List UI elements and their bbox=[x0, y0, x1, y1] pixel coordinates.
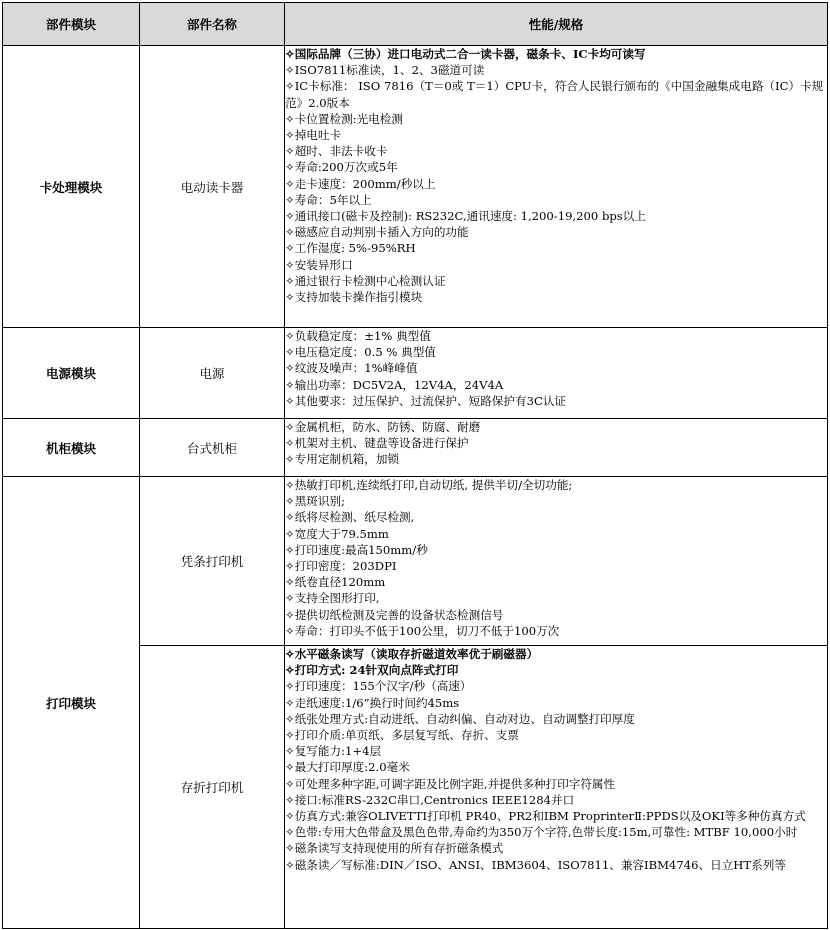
spec-item: ✧可处理多种字距,可调字距及比例字距,并提供多种打印字符属性 bbox=[285, 776, 616, 791]
spec-item: ✧通过银行卡检测中心检测认证 bbox=[285, 273, 446, 288]
spec-item: ✧安装异形口 bbox=[285, 257, 353, 272]
spec-item: ✧输出功率：DC5V2A，12V4A，24V4A bbox=[285, 377, 504, 392]
module-cell: 电源模块 bbox=[3, 328, 140, 419]
header-name: 部件名称 bbox=[140, 3, 285, 46]
spec-item: ✧掉电吐卡 bbox=[285, 128, 342, 143]
spec-item: ✧黑斑识别; bbox=[285, 494, 345, 509]
spec-cell bbox=[285, 419, 828, 477]
spec-item: ✧纸卷直径120mm bbox=[285, 575, 386, 590]
spec-item: ✧卡位置检测:光电检测 bbox=[285, 111, 403, 126]
spec-item: ✧金属机柜，防水、防锈、防腐、耐磨 bbox=[285, 420, 481, 434]
spec-item: ✧超时、非法卡收卡 bbox=[285, 144, 388, 159]
spec-item: ✧打印速度:最高150mm/秒 bbox=[285, 542, 428, 557]
header-spec: 性能/规格 bbox=[285, 3, 828, 46]
spec-item: ✧纸张处理方式:自动进纸、自动纠偏、自动对边、自动调整打印厚度 bbox=[285, 711, 635, 726]
component-name-cell: 电动读卡器 bbox=[140, 46, 285, 328]
spec-item: ✧支持加装卡操作指引模块 bbox=[285, 290, 423, 305]
spec-item: ✧走纸速度:1/6”换行时间约45ms bbox=[285, 695, 460, 710]
module-cell: 机柜模块 bbox=[3, 419, 140, 477]
spec-table bbox=[2, 2, 828, 929]
spec-item: ✧机架对主机、键盘等设备进行保护 bbox=[285, 436, 469, 451]
spec-item: ✧磁条读／写标准:DIN／ISO、ANSI、IBM3604、ISO7811、兼容IBM4746、日立HT系列等 bbox=[285, 857, 786, 872]
spec-item: ✧寿命：打印头不低于100公里，切刀不低于100万次 bbox=[285, 623, 560, 638]
spec-item: ✧提供切纸检测及完善的设备状态检测信号 bbox=[285, 607, 504, 622]
component-name-cell: 存折打印机 bbox=[140, 646, 285, 929]
table-row bbox=[3, 328, 828, 419]
table-row bbox=[3, 419, 828, 477]
spec-item: ✧磁条读写支持现使用的所有存折磁条模式 bbox=[285, 841, 504, 856]
spec-item: ✧仿真方式:兼容OLIVETTI打印机 PR40、PR2和IBM ProprinterⅡ:PPDS以及OKI等多种仿真方式 bbox=[285, 809, 806, 824]
spec-item: ✧色带:专用大色带盒及黑色色带,寿命约为350万个字符,色带长度:15m,可靠性: MTBF 10,000小时 bbox=[285, 825, 798, 840]
spec-item: ✧通讯接口(磁卡及控制): RS232C,通讯速度: 1,200-19,200 bps以上 bbox=[285, 209, 646, 224]
spec-item: ✧走卡速度：200mm/秒以上 bbox=[285, 176, 436, 191]
spec-item: ✧宽度大于79.5mm bbox=[285, 526, 389, 541]
table-row bbox=[3, 46, 828, 328]
spec-item: ✧寿命：5年以上 bbox=[285, 192, 372, 207]
spec-item: ✧复写能力:1+4层 bbox=[285, 744, 382, 759]
header-row bbox=[3, 3, 828, 46]
header-module: 部件模块 bbox=[3, 3, 140, 46]
spec-item: ✧其他要求：过压保护、过流保护、短路保护有3C认证 bbox=[285, 393, 567, 408]
component-name-cell: 电源 bbox=[140, 328, 285, 419]
table-row bbox=[3, 477, 828, 646]
spec-cell bbox=[285, 46, 828, 328]
spec-item: ✧负载稳定度：±1% 典型值 bbox=[285, 329, 431, 343]
spec-item: ✧打印密度：203DPI bbox=[285, 559, 397, 574]
spec-item: ✧国际品牌（三协）进口电动式二合一读卡器，磁条卡、IC卡均可读写 bbox=[285, 47, 646, 61]
spec-item: ✧专用定制机箱，加锁 bbox=[285, 452, 400, 467]
spec-item: ✧寿命:200万次或5年 bbox=[285, 160, 398, 175]
spec-item: ✧最大打印厚度:2.0毫米 bbox=[285, 760, 410, 775]
spec-item: ✧IC卡标准： ISO 7816（T＝0或 T＝1）CPU卡，符合人民银行颁布的《中国金融集成电路（IC）卡规范》2.0版本 bbox=[285, 79, 824, 110]
spec-item: ✧电压稳定度：0.5 % 典型值 bbox=[285, 345, 436, 360]
component-name-cell: 凭条打印机 bbox=[140, 477, 285, 646]
spec-cell bbox=[285, 328, 828, 419]
spec-item: ✧接口:标准RS-232C串口,Centronics IEEE1284并口 bbox=[285, 792, 575, 807]
spec-item: ✧热敏打印机,连续纸打印,自动切纸, 提供半切/全切功能; bbox=[285, 478, 573, 492]
spec-item: ✧工作湿度: 5%-95%RH bbox=[285, 241, 416, 256]
spec-item: ✧支持全图形打印, bbox=[285, 591, 380, 606]
module-cell: 卡处理模块 bbox=[3, 46, 140, 328]
spec-item: ✧纸将尽检测、纸尽检测, bbox=[285, 510, 415, 525]
spec-cell bbox=[285, 646, 828, 929]
spec-item: ✧水平磁条读写（读取存折磁道效率优于刷磁器） bbox=[285, 647, 539, 661]
module-cell: 打印模块 bbox=[3, 477, 140, 929]
spec-cell bbox=[285, 477, 828, 646]
component-name-cell: 台式机柜 bbox=[140, 419, 285, 477]
spec-item: ✧磁感应自动判别卡插入方向的功能 bbox=[285, 225, 469, 240]
spec-item: ✧ISO7811标准读，1、2、3磁道可读 bbox=[285, 63, 485, 78]
spec-item: ✧打印方式: 24针双向点阵式打印 bbox=[285, 663, 459, 678]
spec-item: ✧纹波及噪声：1%峰峰值 bbox=[285, 361, 418, 376]
spec-item: ✧打印速度：155个汉字/秒（高速） bbox=[285, 679, 472, 694]
spec-item: ✧打印介质:单页纸、多层复写纸、存折、支票 bbox=[285, 728, 519, 743]
